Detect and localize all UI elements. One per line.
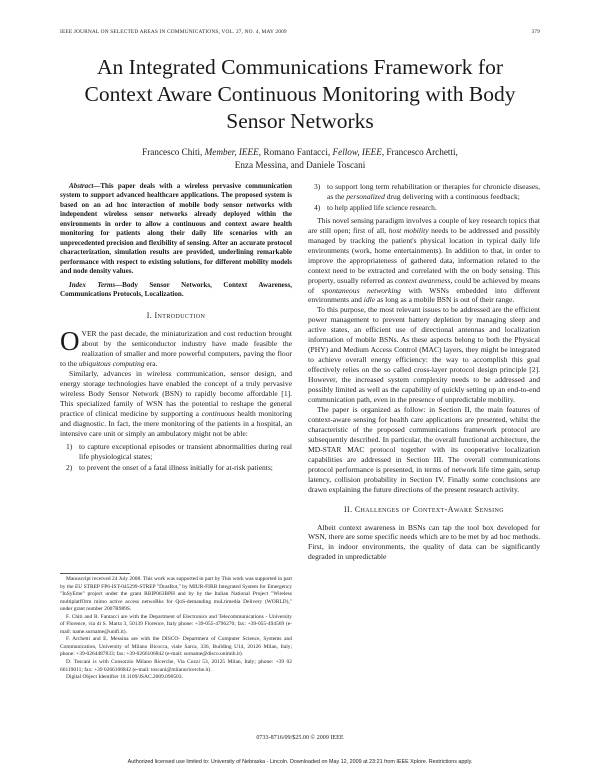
index-terms	[60, 281, 292, 300]
title-line-3: Sensor Networks	[226, 109, 374, 133]
intro-p1-text: VER the past decade, the miniaturization and cost reduction brought about by the semiconductor industry have made feasible the realization of smaller and more powerful computers, paving the floor to the	[60, 329, 292, 369]
index-terms-text: —Body Sensor Networks, Context Awareness, Communications Protocols, Localization.	[60, 280, 292, 298]
index-terms-label: Index Terms	[69, 280, 116, 289]
footnote-affiliation-florence: F. Chiti and R. Fantacci are with the Department of Electronics and Telecommunications - University of Florence, via di S. Marta 3, 50139 Florence, Italy phone: +39-055-4796270; fax: +39-055-494569 (e-mail: name.surname@unifi.it).	[60, 613, 292, 635]
section-heading-challenges	[308, 505, 540, 515]
page-number: 379	[531, 29, 540, 35]
body-paragraph-challenges: Albeit context awareness in BSNs can tap the tool box developed for WSN, there are some specific needs which are to be met by ad hoc methods. First, in indoor environments, the quality of data can be significantly degraded in unpredictable	[308, 522, 540, 562]
title-line-2: Context Aware Continuous Monitoring with Body	[84, 82, 516, 106]
author-line-2: Enza Messina, and Daniele Toscani	[234, 160, 366, 170]
author-fantacci-role: Fellow, IEEE	[332, 147, 382, 157]
section-title: Challenges of Context-Aware Sensing	[354, 504, 504, 514]
journal-header: IEEE JOURNAL ON SELECTED AREAS IN COMMUNICATIONS, VOL. 27, NO. 4, MAY 2009	[60, 29, 287, 35]
list-item-number: 4)	[314, 202, 321, 212]
author-fantacci: , Romano Fantacci,	[258, 147, 333, 157]
intro-paragraph-1	[60, 326, 292, 369]
license-notice: Authorized licensed use limited to: University of Nebraska - Lincoln. Downloaded on May 12, 2009 at 23:21 from IEEE Xplore. Restrictions apply.	[127, 759, 473, 765]
body-paragraph-organization: The paper is organized as follow: in Section II, the main features of context-aware sensing for health care applications are presented, whilst the characteristic of the proposed communications framework protocol are subsequently described. In particular, the overall functional architecture, the MD-STAR MAC protocol together with its cooperative localization capabilities are addressed in Section III. The overall communications protocol performance is presented, in terms of network life time gain, setup latency, collision probability in Section IV. Finally some conclusions are drawn explaining the future directions of the present research activity.	[308, 404, 540, 494]
body-paragraph-mobility	[308, 216, 540, 306]
emphasis-context-awareness: context awareness	[395, 275, 451, 285]
intro-p1-end: era.	[144, 359, 158, 369]
emphasis-spontaneous-networking: spontaneous networking	[321, 285, 401, 295]
list-item	[60, 442, 292, 462]
text-run: , could be achieved by means of	[308, 275, 540, 295]
footnote-manuscript: Manuscript received 24 July 2008. This work was supported in part by This work was supported in part by the EU STREP FP6-IST-045299-STREP "DustBot," by MIUR-FIRB Integrated System for Emergency "InSyEme" project under the grant RBIP063BPH and by by the Italian National Project "Wireless multiplatfOrm mimo active access netwoRks for QoS-demanding muLtimedia Delivery (WORLD)," under grant number 2007R989S.	[60, 576, 292, 613]
footnote-doi: Digital Object Identifier 10.1109/JSAC.2009.090503.	[66, 674, 183, 681]
text-run: as long as a mobile BSN is out of their range.	[375, 295, 515, 305]
author-chiti-role: Member, IEEE	[204, 147, 259, 157]
list-item-text-end: drug delivering with a continuous feedback;	[384, 191, 520, 201]
author-line-1	[80, 146, 520, 159]
list-item	[308, 203, 540, 213]
abstract	[60, 182, 292, 277]
text-run: needs to be addressed and possibly managed by tracking the patient's physical location in typical daily life environments (work, home entertainments). In addition to that, in order to improve the appropriateness of gathered data, information related to the context need to be extracted and correlated with the on body sensing. This property, usually referred as	[308, 225, 541, 285]
text-run: with WSNs embedded into different environments and	[308, 285, 540, 305]
requirements-list-continued	[308, 182, 540, 213]
section-number: I.	[146, 311, 155, 321]
footnotes	[60, 576, 292, 682]
footnote-rule	[60, 573, 130, 574]
running-header	[60, 29, 540, 39]
list-item	[308, 182, 540, 202]
list-item-emphasis: personalized	[346, 191, 385, 201]
requirements-list	[60, 442, 292, 473]
author-chiti: Francesco Chiti,	[142, 147, 205, 157]
intro-p1-emphasis: ubiquitous computing	[78, 359, 145, 369]
footnote-affiliation-milano: F. Archetti and E. Messina are with the DISCO- Department of Computer Science, Systems and Communication, University of Milano Bicocca, viale Sarca, 336, Building U14, 20126 Milan, Italy; phone: +39-0264487833; fax: +39-0266106842 (e-mail: surname@disco.unimib.it).	[60, 636, 292, 658]
abstract-label: Abstract	[69, 182, 94, 190]
list-item	[60, 463, 292, 473]
copyright-line: 0733-8716/09/$25.00 © 2009 IEEE	[256, 735, 344, 741]
author-list	[80, 146, 520, 172]
drop-cap: O	[60, 326, 80, 357]
emphasis-idle: idle	[363, 295, 376, 305]
text-run: This novel sensing paradigm involves a couple of key research topics that are still open; first of all,	[308, 215, 540, 235]
section-number: II.	[344, 504, 355, 514]
intro-p2-emphasis: continuous	[201, 409, 235, 419]
emphasis-host-mobility: host mobility	[388, 225, 429, 235]
list-item-text: to capture exceptional episodes or transient abnormalities during real life physiological states;	[79, 441, 292, 461]
left-column	[60, 182, 292, 476]
title-line-1: An Integrated Communications Framework for	[96, 55, 503, 79]
section-heading-introduction	[60, 311, 292, 321]
list-item-number: 1)	[66, 441, 73, 451]
paper-title	[40, 54, 560, 135]
intro-paragraph-2	[60, 369, 292, 439]
list-item-text: to prevent the onset of a fatal illness initially for at-risk patients;	[79, 462, 273, 472]
abstract-text: —This paper deals with a wireless pervasive communication system to support advanced healthcare applications. The proposed system is based on an ad hoc interaction of mobile body sensor networks with independent wireless sensor networks already deployed within the environments in order to allow a continuous and context aware health monitoring for patients along their daily life scenarios with an unprecedented precision and flexibility of sensing. After an accurate protocol characterization, simulation results are provided, underlining remarkable performance with respect to existing solutions, for different mobility models and node density values.	[60, 182, 292, 276]
list-item-number: 2)	[66, 462, 73, 472]
author-archetti: , Francesco Archetti,	[381, 147, 458, 157]
footnote-affiliation-ricerche: D. Toscani is with Consorzio Milano Ricerche, Via Cozzi 53, 20125 Milan, Italy; phone: +39 02 66119011; fax: +39 0266106842 (e-mail: toscani@milanoricerche.it).	[60, 659, 292, 673]
list-item-text: to help applied life science research.	[327, 202, 437, 212]
body-paragraph-purpose: To this purpose, the most relevant issues to be addressed are the efficient power management to prevent battery depletion by managing sleep and active states, an efficient use of directional antennas and localization information of mobile BSNs. As these aspects belong to both the Physical (PHY) and Medium Access Control (MAC) layers, they might be integrated to achieve overall energy efficiency: the way to accomplish this goal effectively relies on the so called cross-layer protocol design principle [2]. However, the increased system complexity needs to be addressed and possibly limited as well as the capability of quickly setting up an end-to-end communication path, even in the presence of unpredictable mobility.	[308, 305, 540, 405]
right-column	[308, 182, 540, 562]
section-title: Introduction	[154, 311, 206, 321]
intro-p2-text-b: health monitoring and diagnostic. In fact, the mere monitoring of the patients in a hospital, an intensive care unit or simply an ambulatory might not be able:	[60, 409, 292, 438]
list-item-number: 3)	[314, 182, 321, 191]
intro-p2-text-a: Similarly, advances in wireless communication, sensor design, and energy storage technologies have enabled the concept of a truly pervasive wireless Body Sensor Network (BSN) to rapidly become affordable [1]. This specialized family of WSN has the potential to reshape the general practice of clinical medicine by supporting a	[60, 369, 292, 419]
list-item-text: to support long term rehabilitation or therapies for chronicle diseases, as the	[327, 182, 540, 201]
